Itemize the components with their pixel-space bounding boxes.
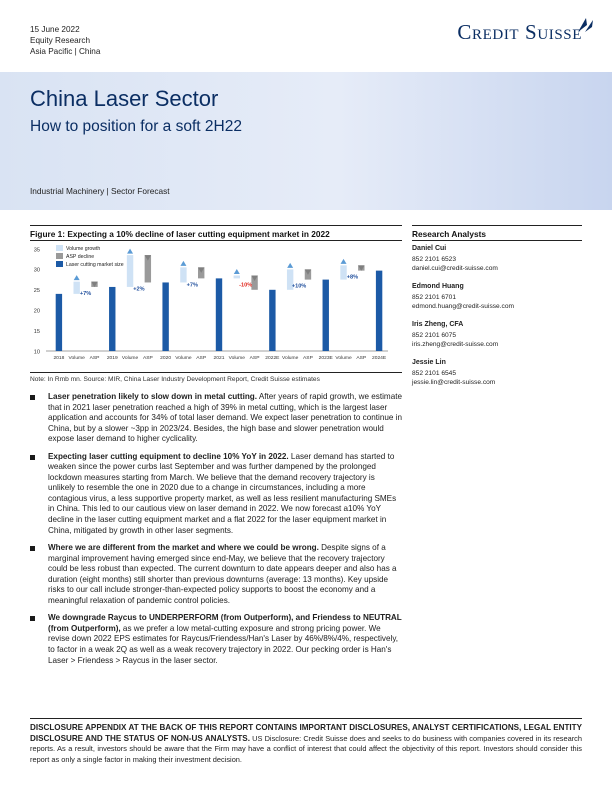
analyst-email[interactable]: daniel.cui@credit-suisse.com <box>412 265 498 272</box>
up-arrow-icon <box>180 261 186 266</box>
growth-label: +8% <box>346 274 359 281</box>
legend-label: Laser cutting market size <box>66 262 124 268</box>
y-tick-label: 15 <box>33 328 40 335</box>
growth-label: -10% <box>239 282 253 289</box>
disclosure-text <box>30 723 582 765</box>
bullet-lead: We downgrade Raycus to UNDERPERFORM (from Outperform), and Friendess to NEUTRAL (from Outperform), <box>48 613 402 633</box>
analyst-card <box>412 358 587 387</box>
bullet-point <box>30 392 402 445</box>
x-tick-label: ASP <box>196 356 207 361</box>
analyst-phone: 852 2101 6701 <box>412 294 457 301</box>
volume-growth-bar <box>180 267 186 282</box>
growth-label: +10% <box>291 283 307 290</box>
growth-label: +2% <box>133 286 145 293</box>
market-size-bar <box>109 287 115 351</box>
report-department: Equity Research <box>30 36 91 45</box>
analyst-card <box>412 282 587 311</box>
brand-name: Credit Suisse <box>457 20 582 44</box>
x-tick-label: Volume <box>228 356 245 361</box>
analyst-phone: 852 2101 6075 <box>412 332 457 339</box>
x-tick-label: ASP <box>249 356 260 361</box>
up-arrow-icon <box>234 269 240 274</box>
legend-swatch <box>56 253 63 259</box>
page-title: China Laser Sector <box>30 86 219 111</box>
analyst-email[interactable]: jessie.lin@credit-suisse.com <box>412 379 496 386</box>
analyst-phone: 852 2101 6545 <box>412 370 457 377</box>
x-tick-label: 2021 <box>213 356 225 361</box>
analyst-card <box>412 244 587 273</box>
analyst-email[interactable]: iris.zheng@credit-suisse.com <box>412 341 499 348</box>
disclosure-body: US Disclosure: Credit Suisse does and seeks to do business with companies covered in its research reports. As a result, investors should be aware that the Firm may have a conflict of interest that could affect the objectivity of this report. Investors should consider this report as only a single factor in making their investment decision. <box>30 733 582 764</box>
page-subtitle: How to position for a soft 2H22 <box>30 118 242 135</box>
chart-legend <box>56 245 124 268</box>
credit-suisse-logo <box>457 20 582 45</box>
bullet-point <box>30 543 402 606</box>
sails-icon <box>576 16 596 34</box>
bullet-point <box>30 452 402 536</box>
sector-line: Industrial Machinery | Sector Forecast <box>30 186 170 196</box>
bullet-square-icon <box>30 455 35 460</box>
bullet-body: Despite signs of a marginal improvement having emerged since end-May, we believe that the recovery trajectory could be less robust than expected. The current downturn to date appears deeper and also has a duration (eight months) still shorter than previous downturns (average: 13 months). Key upside risks to our call include stronger-than-expected policy supports to boost the economy and a meaningful relaxation of pandemic control policies. <box>48 543 397 605</box>
x-tick-label: ASP <box>142 356 153 361</box>
volume-growth-bar <box>127 255 133 287</box>
x-tick-label: 2020 <box>160 356 172 361</box>
x-tick-label: Volume <box>282 356 299 361</box>
growth-label: +7% <box>186 282 198 289</box>
analyst-email[interactable]: edmond.huang@credit-suisse.com <box>412 303 514 310</box>
x-tick-label: Volume <box>68 356 85 361</box>
legend-label: Volume growth <box>66 246 101 252</box>
disclosure-bold: DISCLOSURE APPENDIX AT THE BACK OF THIS REPORT CONTAINS IMPORTANT DISCLOSURES, ANALYST CERTIFICATIONS, LEGAL ENTITY DISCLOSURE AND THE STATUS OF NON-US ANALYSTS. <box>30 723 582 743</box>
volume-growth-bar <box>234 276 240 279</box>
analyst-name: Iris Zheng, CFA <box>412 321 464 328</box>
legend-swatch <box>56 245 63 251</box>
market-size-bar <box>269 290 275 351</box>
analyst-list <box>412 244 587 396</box>
x-tick-label: 2018 <box>53 356 65 361</box>
bullet-body: After years of rapid growth, we estimate that in 2021 laser penetration reached a high of 39% in metal cutting, which is the largest laser application and accounts for 34% of total laser demand. We expect laser penetration to continue in China, but by a slower ~3pp in 2023/24. Besides, the high base and slower penetration would expose laser demand to higher cyclicality. <box>48 392 402 444</box>
legend-swatch <box>56 261 63 267</box>
x-tick-label: Volume <box>175 356 192 361</box>
bullet-lead: Laser penetration likely to slow down in metal cutting. <box>48 392 258 401</box>
x-tick-label: ASP <box>303 356 313 361</box>
bullet-square-icon <box>30 616 35 621</box>
up-arrow-icon <box>341 259 347 264</box>
bullet-body: as we prefer a low metal-cutting exposure and strong pricing power. We revise down 2022 EPS estimates for Raycus/Friendess/Han's Laser by 46%/8%/4%, respectively, to factor in a weak 2Q as well as a weak recovery trajectory in 2022. Our pecking order is Han's Laser > Friendess > Raycus in the laser sector. <box>48 623 399 665</box>
analyst-name: Jessie Lin <box>412 359 446 366</box>
growth-label: +7% <box>79 290 92 297</box>
figure-title: Figure 1: Expecting a 10% decline of laser cutting equipment market in 2022 <box>30 229 330 239</box>
bullet-square-icon <box>30 395 35 400</box>
bullet-body: Laser demand has started to weaken since the power curbs last September and was further dampened by the prolonged lockdown measures starting from March. We believe that the demand recovery trajectory is unlikely to resemble the one in 2020 due to a change in circumstances, including a more contagious virus, a less supportive property market, as well as less resilient manufacturing SMEs in China. This led to our cautious view on laser demand in 2022. We now forecast a10% YoY decline in the laser cutting equipment market and a flat 2022 for the laser equipment market in China, mitigated by growth in other laser segments. <box>48 451 397 535</box>
market-size-bar <box>56 294 62 351</box>
x-tick-label: 2022E <box>265 356 280 361</box>
laser-market-chart <box>30 241 392 365</box>
up-arrow-icon <box>74 275 80 280</box>
y-tick-label: 20 <box>33 308 40 315</box>
x-tick-label: 2024E <box>372 356 387 361</box>
bullet-lead: Where we are different from the market and where we could be wrong. <box>48 543 319 553</box>
analysts-top-rule <box>412 225 582 226</box>
report-region: Asia Pacific | China <box>30 47 101 56</box>
bullet-square-icon <box>30 546 35 551</box>
analyst-name: Edmond Huang <box>412 283 464 290</box>
report-date: 15 June 2022 <box>30 25 80 34</box>
market-size-bar <box>162 282 168 351</box>
y-tick-label: 35 <box>33 247 40 254</box>
x-tick-label: Volume <box>121 356 139 361</box>
analyst-phone: 852 2101 6523 <box>412 256 457 263</box>
figure-top-rule <box>30 225 402 226</box>
analyst-name: Daniel Cui <box>412 245 447 252</box>
up-arrow-icon <box>127 249 133 254</box>
key-points <box>30 392 402 673</box>
y-tick-label: 25 <box>33 288 40 295</box>
x-tick-label: 2023E <box>318 356 333 361</box>
bullet-point <box>30 613 402 666</box>
x-tick-label: ASP <box>89 356 100 361</box>
up-arrow-icon <box>287 263 293 268</box>
x-tick-label: ASP <box>356 356 367 361</box>
market-size-bar <box>323 280 329 351</box>
figure-note: Note: In Rmb mn. Source: MIR, China Laser Industry Development Report, Credit Suisse estimates <box>30 376 320 383</box>
report-meta <box>30 24 100 57</box>
market-size-bar <box>216 278 222 351</box>
market-size-bar <box>376 271 382 351</box>
y-tick-label: 10 <box>33 349 40 356</box>
bullet-lead: Expecting laser cutting equipment to decline 10% YoY in 2022. <box>48 451 289 461</box>
analysts-title-rule <box>412 240 582 241</box>
analysts-title: Research Analysts <box>412 229 486 239</box>
y-tick-label: 30 <box>33 267 40 274</box>
x-tick-label: 2019 <box>106 356 118 361</box>
disclosure-rule <box>30 718 582 719</box>
figure-bottom-rule <box>30 372 402 373</box>
analyst-card <box>412 320 587 349</box>
x-tick-label: Volume <box>335 356 352 361</box>
legend-label: ASP decline <box>66 254 95 260</box>
